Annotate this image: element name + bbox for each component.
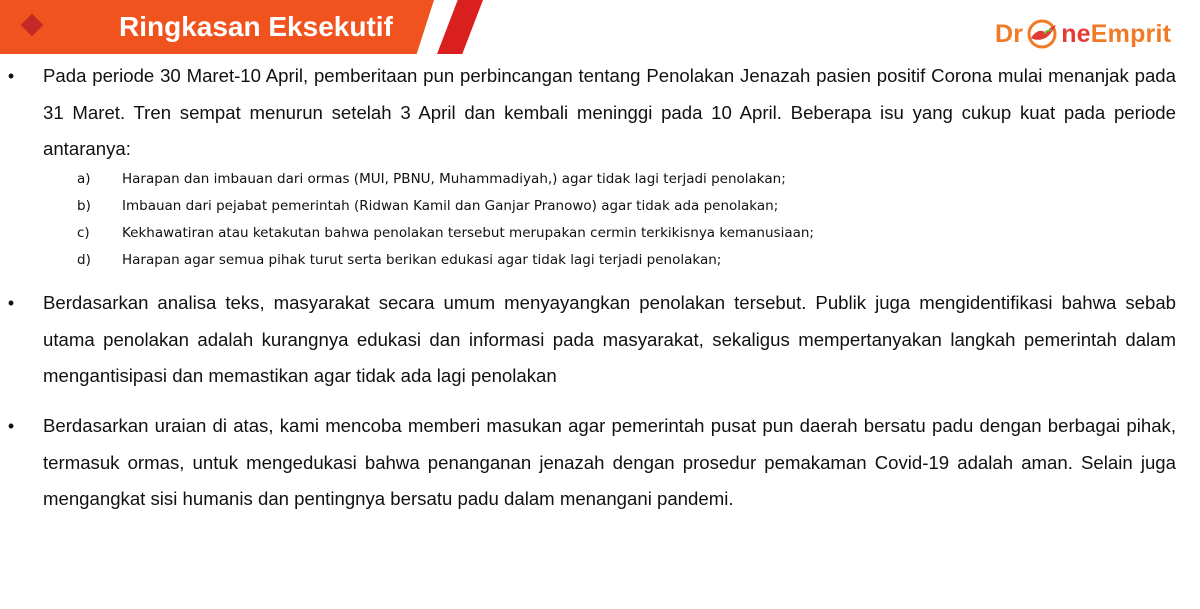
sub-item-text: Imbauan dari pejabat pemerintah (Ridwan Kamil dan Ganjar Pranowo) agar tidak ada penolakan; [122,198,779,214]
sub-item-marker: d) [77,252,91,268]
bullet-marker: • [7,293,15,313]
sub-item-marker: a) [77,171,91,187]
page-title: Ringkasan Eksekutif [119,11,393,42]
drone-emprit-logo [995,16,1171,52]
sub-item-text: Harapan dan imbauan dari ormas (MUI, PBNU, Muhammadiyah,) agar tidak lagi terjadi penolakan; [122,171,786,187]
sub-item-marker: c) [77,225,90,241]
sub-item-c [0,220,1200,247]
sub-item-text: Kekhawatiran atau ketakutan bahwa penolakan tersebut merupakan cermin terkikisnya kemanusiaan; [122,225,814,241]
logo-text-prefix: Dr [995,19,1024,48]
bullet-marker: • [7,416,15,436]
sub-item-marker: b) [77,198,91,214]
header-accent-stripe [437,0,483,54]
sub-item-b [0,193,1200,220]
bullet-text: Pada periode 30 Maret-10 April, pemberitaan pun perbincangan tentang Penolakan Jenazah pasien positif Corona mulai menanjak pada 31 Maret. Tren sempat menurun setelah 3 April dan kembali meninggi pada 10 April. Beberapa isu yang cukup kuat pada periode antaranya: [43,65,1176,159]
logo-text-suffix: Emprit [1090,19,1172,48]
bullet-marker: • [7,66,15,86]
bullet-text: Berdasarkan analisa teks, masyarakat secara umum menyayangkan penolakan tersebut. Publik juga mengidentifikasi bahwa sebab utama penolakan adalah kurangnya edukasi dan informasi pada masyarakat, sekaligus mempertanyakan langkah pemerintah dalam mengantisipasi dan memastikan agar tidak ada lagi penolakan [43,292,1176,386]
sub-item-text: Harapan agar semua pihak turut serta berikan edukasi agar tidak lagi terjadi penolakan; [122,252,722,268]
bullet-text: Berdasarkan uraian di atas, kami mencoba memberi masukan agar pemerintah pusat pun daerah bersatu padu dengan berbagai pihak, termasuk ormas, untuk mengedukasi bahwa penanganan jenazah dengan prosedur pemakaman Covid-19 adalah aman. Selain juga mengangkat sisi humanis dan pentingnya bersatu padu dalam menangani pandemi. [43,415,1176,509]
logo-text-middle: ne [1061,19,1091,48]
sub-item-a [0,166,1200,193]
drone-bird-logo-icon [1024,16,1060,52]
sub-item-d [0,247,1200,274]
